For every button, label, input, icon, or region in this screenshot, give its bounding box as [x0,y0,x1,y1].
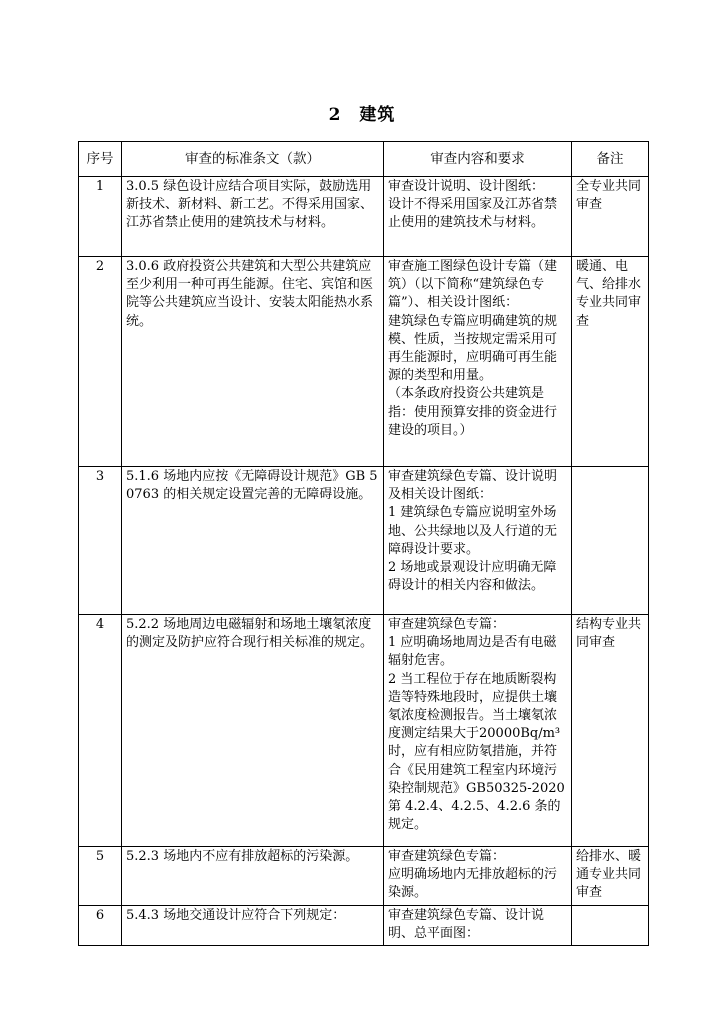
content-line: 应明确场地内无排放超标的污染源。 [388,867,558,901]
row-note [572,467,649,615]
content-line: 审查施工图绿色设计专篇（建筑）（以下简称“建筑绿色专篇”）、相关设计图纸： [388,259,558,311]
row-content [384,906,572,946]
table-row [79,615,649,847]
row-number: 6 [79,906,122,946]
content-line: 建筑绿色专篇应明确建筑的规模、性质，当按规定需采用可再生能源时，应明确可再生能源的类型和用量。 [388,313,558,384]
header-seq: 序号 [79,142,122,177]
row-clause: 5.2.2 场地周边电磁辐射和场地土壤氡浓度的测定及防护应符合现行相关标准的规定。 [122,615,384,847]
table-row [79,847,649,906]
row-clause: 5.2.3 场地内不应有排放超标的污染源。 [122,847,384,906]
row-content [384,615,572,847]
content-line: 审查建筑绿色专篇： [388,617,506,632]
row-note: 全专业共同审查 [572,177,649,257]
row-note: 暖通、电气、给排水专业共同审查 [572,257,649,467]
content-line: 设计不得采用国家及江苏省禁止使用的建筑技术与材料。 [388,197,558,231]
row-number: 5 [79,847,122,906]
content-line: 2 当工程位于存在地质断裂构造等特殊地段时，应提供土壤氡浓度检测报告。当土壤氡浓度测定结果大于20000Bq/m³时，应有相应防氡措施，并符合《民用建筑工程室内环境污染控制规范》GB50325-2020 第 4.2.4、4.2.5、4.2.6 条的规定。 [388,671,565,833]
table-row [79,177,649,257]
content-line: 审查建筑绿色专篇、设计说明及相关设计图纸： [388,469,558,503]
row-content [384,467,572,615]
header-note: 备注 [572,142,649,177]
row-number: 3 [79,467,122,615]
content-line: 审查建筑绿色专篇： [388,849,506,864]
header-content: 审查内容和要求 [384,142,572,177]
content-line: （本条政府投资公共建筑是指：使用预算安排的资金进行建设的项目。） [388,386,558,438]
page-title: 2 建筑 [328,105,396,125]
row-content [384,177,572,257]
row-clause: 5.1.6 场地内应按《无障碍设计规范》GB 50763 的相关规定设置完善的无障碍设施。 [122,467,384,615]
table-row [79,906,649,946]
table-header-row [79,142,649,177]
header-clause: 审查的标准条文（款） [122,142,384,177]
table-row [79,467,649,615]
row-clause: 3.0.6 政府投资公共建筑和大型公共建筑应至少利用一种可再生能源。住宅、宾馆和医院等公共建筑应当设计、安装太阳能热水系统。 [122,257,384,467]
table-row [79,257,649,467]
row-number: 1 [79,177,122,257]
content-line: 2 场地或景观设计应明确无障碍设计的相关内容和做法。 [388,560,557,594]
content-line: 审查建筑绿色专篇、设计说明、总平面图： [388,908,545,942]
row-content [384,847,572,906]
row-note: 给排水、暖通专业共同审查 [572,847,649,906]
row-content [384,257,572,467]
row-note [572,906,649,946]
row-number: 2 [79,257,122,467]
review-table [78,141,649,946]
content-line: 审查设计说明、设计图纸： [388,179,545,194]
row-clause: 5.4.3 场地交通设计应符合下列规定： [122,906,384,946]
content-line: 1 建筑绿色专篇应说明室外场地、公共绿地以及人行道的无障碍设计要求。 [388,505,558,557]
row-note: 结构专业共同审查 [572,615,649,847]
content-line: 1 应明确场地周边是否有电磁辐射危害。 [388,635,557,669]
row-number: 4 [79,615,122,847]
row-clause: 3.0.5 绿色设计应结合项目实际，鼓励选用新技术、新材料、新工艺。不得采用国家、江苏省禁止使用的建筑技术与材料。 [122,177,384,257]
